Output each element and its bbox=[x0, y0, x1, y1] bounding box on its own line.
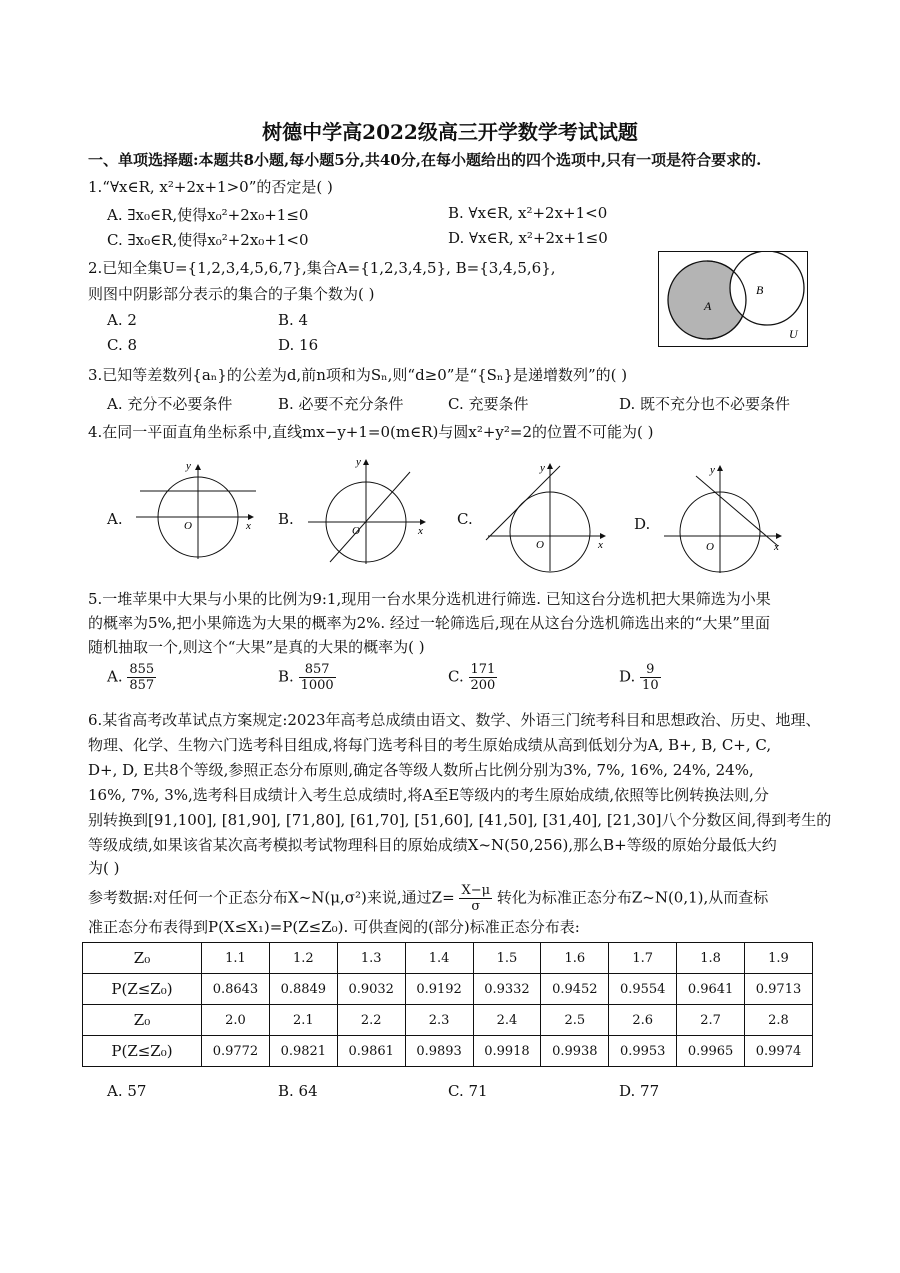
q3-option-c[interactable]: C. 充要条件 bbox=[448, 395, 529, 413]
y-axis-label: y bbox=[186, 460, 191, 472]
section-heading: 一、单项选择题:本题共8小题,每小题5分,共40分,在每小题给出的四个选项中,只有一项是符合要求的. bbox=[88, 151, 762, 169]
table-row bbox=[83, 1005, 813, 1036]
standardization-fraction bbox=[459, 883, 492, 914]
y-axis-label: y bbox=[356, 456, 361, 468]
denominator: 200 bbox=[470, 678, 496, 693]
q3-option-d[interactable]: D. 既不充分也不必要条件 bbox=[619, 395, 791, 413]
table-cell: 2.6 bbox=[609, 1005, 677, 1036]
table-row bbox=[83, 943, 813, 974]
q4-stem: 4.在同一平面直角坐标系中,直线mx−y+1=0(m∈R)与圆x²+y²=2的位置不可能为( ) bbox=[88, 423, 654, 441]
q1-option-b[interactable]: B. ∀x∈R, x²+2x+1<0 bbox=[448, 204, 608, 222]
q6-stem-line7: 为( ) bbox=[88, 859, 120, 877]
table-cell: 0.9893 bbox=[405, 1036, 473, 1067]
x-axis-label: x bbox=[598, 539, 603, 551]
table-cell: 0.9192 bbox=[405, 974, 473, 1005]
q5-option-d-fraction bbox=[640, 662, 661, 693]
q4-figure-b bbox=[300, 452, 435, 567]
q1-option-a[interactable]: A. ∃x₀∈R,使得x₀²+2x₀+1≤0 bbox=[107, 206, 309, 224]
table-cell: 0.9452 bbox=[541, 974, 609, 1005]
line bbox=[330, 472, 410, 562]
normal-distribution-table bbox=[82, 942, 813, 1067]
q5-option-c[interactable] bbox=[448, 662, 497, 693]
table-cell: 1.4 bbox=[405, 943, 473, 974]
q5-option-a[interactable] bbox=[107, 662, 156, 693]
q2-option-a[interactable]: A. 2 bbox=[107, 311, 137, 329]
q3-option-b[interactable]: B. 必要不充分条件 bbox=[278, 395, 404, 413]
venn-label-a: A bbox=[704, 299, 712, 313]
numerator: 855 bbox=[129, 662, 155, 677]
origin-label: O bbox=[536, 539, 544, 551]
venn-diagram bbox=[658, 251, 808, 347]
q6-stem-line2: 物理、化学、生物六门选考科目组成,将每门选考科目的考生原始成绩从高到低划分为A, B+, B, C+, C, bbox=[88, 736, 772, 754]
table-row bbox=[83, 1036, 813, 1067]
table-row bbox=[83, 974, 813, 1005]
page-title: 树德中学高2022级高三开学数学考试试题 bbox=[262, 120, 638, 144]
table-cell: 1.6 bbox=[541, 943, 609, 974]
q5-option-c-fraction bbox=[469, 662, 498, 693]
q6-option-b[interactable]: B. 64 bbox=[278, 1082, 318, 1100]
q3-option-a[interactable]: A. 充分不必要条件 bbox=[107, 395, 233, 413]
table-cell: 1.1 bbox=[202, 943, 270, 974]
q6-stem-line4: 16%, 7%, 3%,选考科目成绩计入考生总成绩时,将A至E等级内的考生原始成绩,依照等比例转换法则,分 bbox=[88, 786, 769, 804]
q5-option-a-label: A. bbox=[107, 667, 123, 686]
q5-option-a-fraction bbox=[127, 662, 156, 693]
q2-option-d[interactable]: D. 16 bbox=[278, 336, 319, 354]
table-cell: 2.2 bbox=[337, 1005, 405, 1036]
q2-option-c[interactable]: C. 8 bbox=[107, 336, 138, 354]
x-axis-label: x bbox=[418, 525, 423, 537]
venn-label-u: U bbox=[789, 327, 798, 341]
q2-stem-line2: 则图中阴影部分表示的集合的子集个数为( ) bbox=[88, 285, 375, 303]
numerator: 9 bbox=[640, 662, 661, 678]
table-cell: 2.7 bbox=[677, 1005, 745, 1036]
denominator: 10 bbox=[642, 678, 659, 693]
table-cell: 2.0 bbox=[202, 1005, 270, 1036]
q6-option-a[interactable]: A. 57 bbox=[107, 1082, 147, 1100]
table-cell: 0.9554 bbox=[609, 974, 677, 1005]
q5-option-d-label: D. bbox=[619, 667, 636, 686]
table-cell: 0.8643 bbox=[202, 974, 270, 1005]
set-b-circle bbox=[730, 252, 804, 325]
origin-label: O bbox=[352, 525, 360, 537]
table-cell: 2.8 bbox=[745, 1005, 813, 1036]
q4-option-d[interactable]: D. bbox=[634, 515, 651, 533]
q6-stem-line1: 6.某省高考改革试点方案规定:2023年高考总成绩由语文、数学、外语三门统考科目和思想政治、历史、地理、 bbox=[88, 711, 821, 729]
q5-option-b-label: B. bbox=[278, 667, 294, 686]
x-axis-label: x bbox=[246, 520, 251, 532]
q6-reference-line2: 准正态分布表得到P(X≤X₁)=P(Z≤Z₀). 可供查阅的(部分)标准正态分布表: bbox=[88, 918, 580, 936]
venn-label-b: B bbox=[756, 283, 764, 297]
table-cell: 2.3 bbox=[405, 1005, 473, 1036]
table-cell: 0.9918 bbox=[473, 1036, 541, 1067]
reference-text-pre: 参考数据:对任何一个正态分布X~N(μ,σ²)来说,通过Z= bbox=[88, 888, 455, 907]
line bbox=[486, 466, 560, 540]
q4-figure-a bbox=[128, 455, 263, 565]
q1-option-d[interactable]: D. ∀x∈R, x²+2x+1≤0 bbox=[448, 229, 608, 247]
q4-option-c[interactable]: C. bbox=[457, 510, 473, 528]
table-cell: 0.9821 bbox=[269, 1036, 337, 1067]
reference-text-post: 转化为标准正态分布Z~N(0,1),从而查标 bbox=[496, 888, 769, 907]
q6-reference-line1 bbox=[88, 883, 768, 914]
y-axis-label: y bbox=[710, 464, 715, 476]
q6-stem-line3: D+, D, E共8个等级,参照正态分布原则,确定各等级人数所占比例分别为3%, 7%, 16%, 24%, 24%, bbox=[88, 761, 754, 779]
table-cell: 0.9713 bbox=[745, 974, 813, 1005]
table-cell: 1.7 bbox=[609, 943, 677, 974]
denominator: σ bbox=[471, 899, 481, 914]
q6-stem-line5: 别转换到[91,100], [81,90], [71,80], [61,70], [51,60], [41,50], [31,40], [21,30]八个分数区间,得到考生的 bbox=[88, 811, 832, 829]
table-cell: 0.9965 bbox=[677, 1036, 745, 1067]
table-cell: 2.5 bbox=[541, 1005, 609, 1036]
q1-option-c[interactable]: C. ∃x₀∈R,使得x₀²+2x₀+1<0 bbox=[107, 231, 309, 249]
q4-figure-c bbox=[480, 458, 615, 573]
x-axis-label: x bbox=[774, 541, 779, 553]
table-cell: 0.9861 bbox=[337, 1036, 405, 1067]
table-cell: 2.1 bbox=[269, 1005, 337, 1036]
origin-label: O bbox=[184, 520, 192, 532]
q5-option-d[interactable] bbox=[619, 662, 661, 693]
table-row-header: Z₀ bbox=[83, 943, 202, 974]
table-cell: 0.9772 bbox=[202, 1036, 270, 1067]
q5-option-c-label: C. bbox=[448, 667, 464, 686]
q6-stem-line6: 等级成绩,如果该省某次高考模拟考试物理科目的原始成绩X~N(50,256),那么B+等级的原始分最低大约 bbox=[88, 836, 777, 854]
numerator: 171 bbox=[470, 662, 496, 677]
q4-option-b[interactable]: B. bbox=[278, 510, 294, 528]
table-cell: 2.4 bbox=[473, 1005, 541, 1036]
table-cell: 0.9953 bbox=[609, 1036, 677, 1067]
numerator: X−μ bbox=[461, 883, 491, 898]
table-row-header: P(Z≤Z₀) bbox=[83, 1036, 202, 1067]
table-cell: 0.9332 bbox=[473, 974, 541, 1005]
table-row-header: P(Z≤Z₀) bbox=[83, 974, 202, 1005]
table-cell: 0.9641 bbox=[677, 974, 745, 1005]
q6-option-d[interactable]: D. 77 bbox=[619, 1082, 660, 1100]
q4-option-a[interactable]: A. bbox=[107, 510, 123, 528]
table-cell: 0.9032 bbox=[337, 974, 405, 1005]
q6-option-c[interactable]: C. 71 bbox=[448, 1082, 488, 1100]
q4-figure-d bbox=[656, 460, 791, 575]
table-cell: 1.5 bbox=[473, 943, 541, 974]
denominator: 1000 bbox=[300, 678, 334, 693]
table-cell: 1.9 bbox=[745, 943, 813, 974]
q1-stem: 1.“∀x∈R, x²+2x+1>0”的否定是( ) bbox=[88, 178, 333, 196]
q5-option-b[interactable] bbox=[278, 662, 336, 693]
q5-stem-line2: 的概率为5%,把小果筛选为大果的概率为2%. 经过一轮筛选后,现在从这台分选机筛选出来的“大果”里面 bbox=[88, 614, 771, 632]
q2-option-b[interactable]: B. 4 bbox=[278, 311, 309, 329]
table-cell: 0.8849 bbox=[269, 974, 337, 1005]
table-cell: 1.3 bbox=[337, 943, 405, 974]
y-axis-label: y bbox=[540, 462, 545, 474]
q5-option-b-fraction bbox=[299, 662, 336, 693]
origin-label: O bbox=[706, 541, 714, 553]
table-cell: 0.9938 bbox=[541, 1036, 609, 1067]
numerator: 857 bbox=[299, 662, 336, 678]
q5-stem-line1: 5.一堆苹果中大果与小果的比例为9:1,现用一台水果分选机进行筛选. 已知这台分选机把大果筛选为小果 bbox=[88, 590, 771, 608]
q2-stem-line1: 2.已知全集U={1,2,3,4,5,6,7},集合A={1,2,3,4,5}, B={3,4,5,6}, bbox=[88, 259, 556, 277]
q3-stem: 3.已知等差数列{aₙ}的公差为d,前n项和为Sₙ,则“d≥0”是“{Sₙ}是递增数列”的( ) bbox=[88, 366, 628, 384]
table-cell: 0.9974 bbox=[745, 1036, 813, 1067]
venn-svg bbox=[659, 252, 807, 346]
denominator: 857 bbox=[129, 678, 155, 693]
q5-stem-line3: 随机抽取一个,则这个“大果”是真的大果的概率为( ) bbox=[88, 638, 425, 656]
table-cell: 1.2 bbox=[269, 943, 337, 974]
table-cell: 1.8 bbox=[677, 943, 745, 974]
table-row-header: Z₀ bbox=[83, 1005, 202, 1036]
